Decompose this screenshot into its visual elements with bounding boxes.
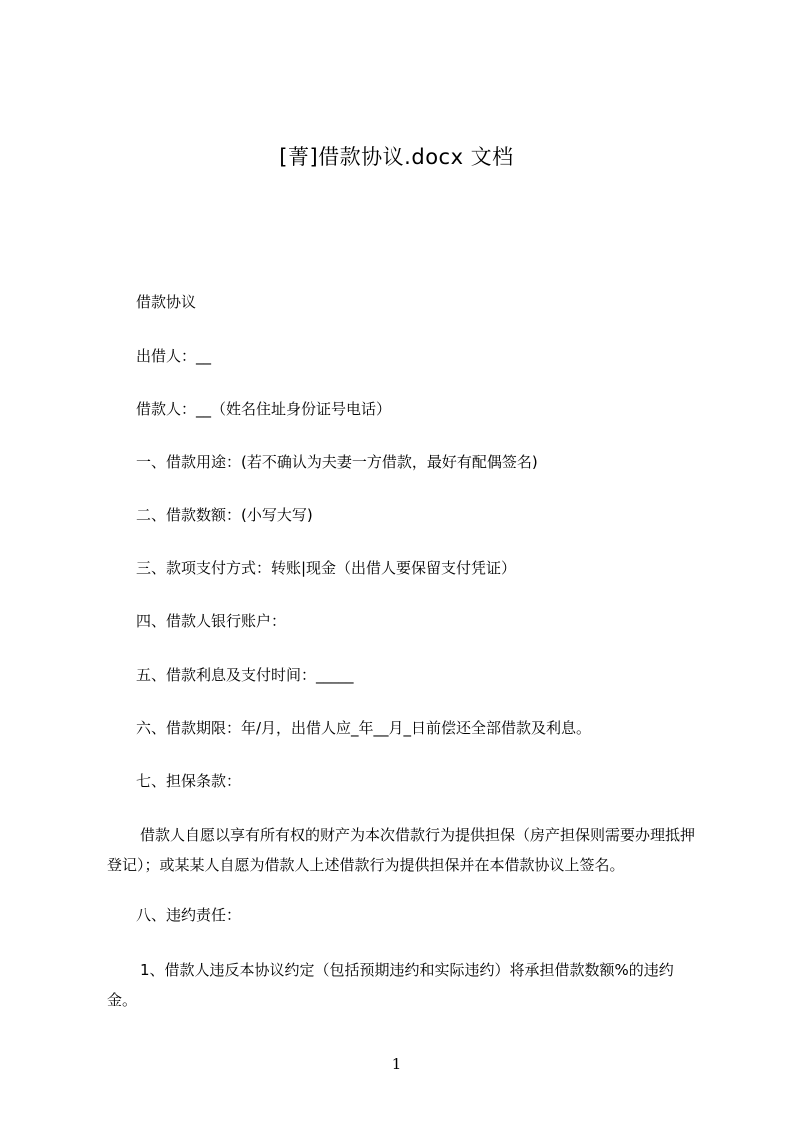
clause-guarantee-heading: 七、担保条款： — [136, 772, 242, 790]
liability-item-1: 1、借款人违反本协议约定（包括预期违约和实际违约）将承担借款数额%的违约金。 — [107, 961, 674, 1009]
agreement-heading: 借款协议 — [136, 293, 197, 311]
clause-interest: 五、借款利息及支付时间：_____ — [136, 666, 354, 684]
clause-term: 六、借款期限：年/月，出借人应_年__月_日前偿还全部借款及利息。 — [136, 719, 592, 737]
clause-amount: 二、借款数额：(小写大写) — [136, 506, 313, 524]
liability-heading: 八、违约责任： — [136, 906, 242, 924]
lender-line: 出借人：__ — [136, 347, 212, 365]
page-number: 1 — [391, 1055, 402, 1073]
clause-purpose: 一、借款用途：(若不确认为夫妻一方借款，最好有配偶签名) — [136, 453, 538, 471]
borrower-line: 借款人：__（姓名住址身份证号电话） — [136, 400, 392, 418]
guarantee-paragraph: 借款人自愿以享有所有权的财产为本次借款行为提供担保（房产担保则需要办理抵押登记）；或某某人自愿为借款人上述借款行为提供担保并在本借款协议上签名。 — [107, 826, 696, 874]
clause-payment-method: 三、款项支付方式：转账|现金（出借人要保留支付凭证） — [136, 559, 517, 577]
document-title: [菁]借款协议.docx 文档 — [279, 145, 514, 169]
clause-bank-account: 四、借款人银行账户： — [136, 612, 287, 630]
